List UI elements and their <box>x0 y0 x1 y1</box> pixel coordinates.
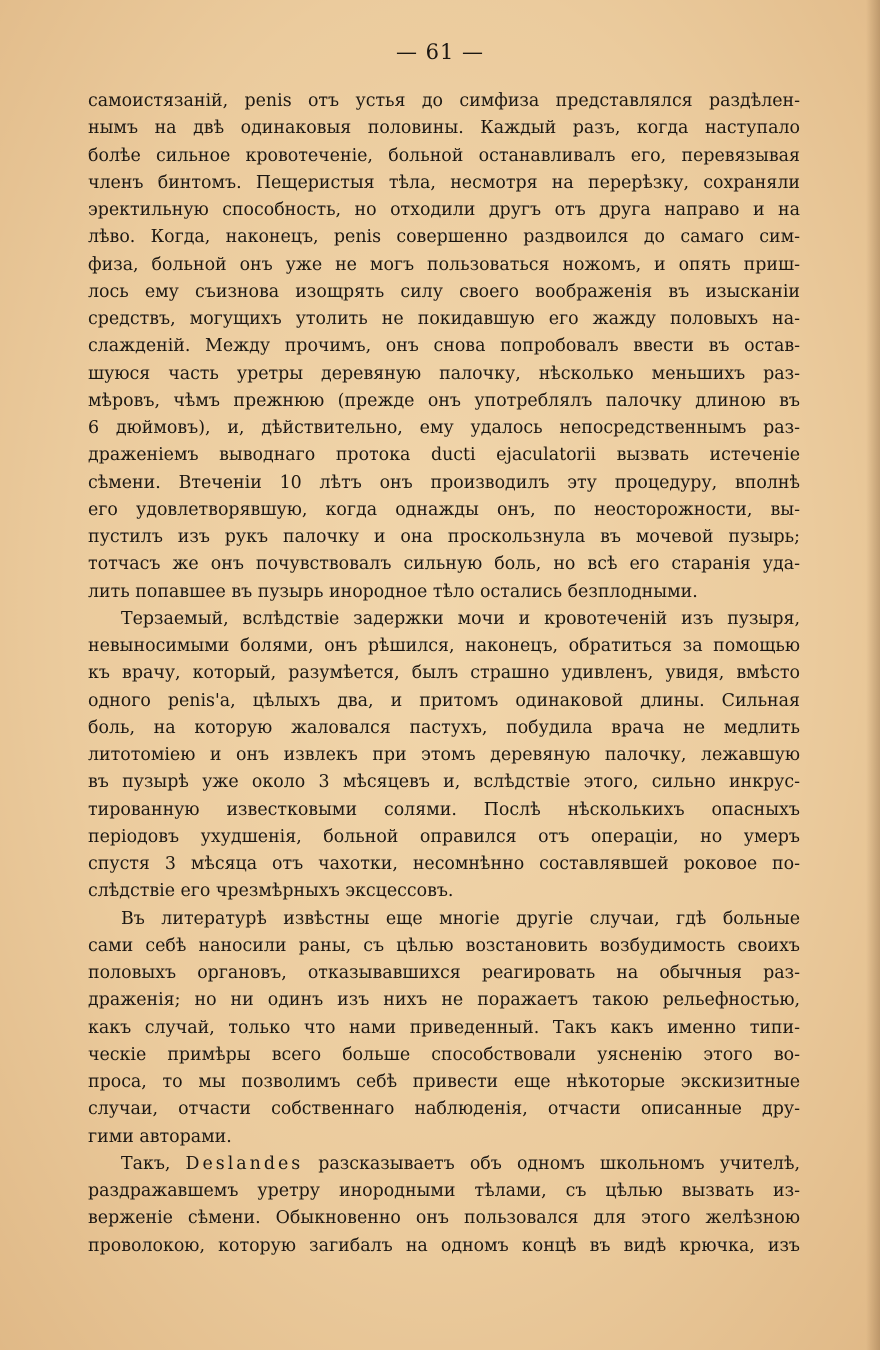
text-line: верженіе сѣмени. Обыкновенно онъ пользовался для этого желѣзною <box>88 1208 800 1229</box>
paragraph-3 <box>88 906 800 1151</box>
text-line: литотоміею и онъ извлекъ при этомъ деревяную палочку, лежавшую <box>88 745 800 765</box>
text-line: къ врачу, который, разумѣется, былъ страшно удивленъ, увидя, вмѣсто <box>88 663 800 684</box>
body-text <box>88 88 800 1260</box>
text-line: самоистязаній, penis отъ устья до симфиза представлялся раздѣлен- <box>88 91 800 111</box>
text-line: эректильную способность, но отходили другъ отъ друга направо и на <box>88 200 800 220</box>
text-line: мѣровъ, чѣмъ прежнюю (прежде онъ употреблялъ палочку длиною въ <box>88 390 800 411</box>
text-line: гими авторами. <box>88 1126 232 1147</box>
text-line: невыносимыми болями, онъ рѣшился, наконецъ, обратиться за помощью <box>88 636 800 656</box>
text-line: раздражавшемъ уретру инородными тѣлами, съ цѣлью вызвать из- <box>88 1181 800 1201</box>
text-line: Терзаемый, вслѣдствіе задержки мочи и кровотеченій изъ пузыря, <box>121 608 800 629</box>
text-line: его удовлетворявшую, когда однажды онъ, по неосторожности, вы- <box>88 499 800 520</box>
text-line: шуюся часть уретры деревяную палочку, нѣсколько меньшихъ раз- <box>88 363 800 384</box>
text-line: слажденій. Между прочимъ, онъ снова попробовалъ ввести въ остав- <box>88 336 800 357</box>
text-line: физа, больной онъ уже не могъ пользоваться ножомъ, и опять приш- <box>88 254 800 275</box>
text-line: сами себѣ наносили раны, съ цѣлью возстановить возбудимость своихъ <box>88 935 800 956</box>
text-line: Въ литературѣ извѣстны еще многіе другіе случаи, гдѣ больные <box>121 908 800 929</box>
page-number: — 61 — <box>395 40 485 64</box>
text-line: въ пузырѣ уже около 3 мѣсяцевъ и, вслѣдствіе этого, сильно инкрус- <box>88 772 800 793</box>
text-line: болѣе сильное кровотеченіе, больной останавливалъ его, перевязывая <box>88 145 800 166</box>
text-line: средствъ, могущихъ утолить не покидавшую его жажду половыхъ на- <box>88 309 800 329</box>
text-line: случаи, отчасти собственнаго наблюденія, отчасти описанные дру- <box>88 1099 800 1120</box>
text-line: одного penis'а, цѣлыхъ два, и притомъ одинаковой длины. Сильная <box>88 690 800 711</box>
text-line <box>88 1151 800 1178</box>
text-line: боль, на которую жаловался пастухъ, побудила врача не медлить <box>88 717 800 738</box>
text-line: лить попавшее въ пузырь инородное тѣло остались безплодными. <box>88 581 698 602</box>
text-line: пустилъ изъ рукъ палочку и она проскользнула въ мочевой пузырь; <box>88 527 800 547</box>
text-line: нымъ на двѣ одинаковыя половины. Каждый разъ, когда наступало <box>88 118 800 139</box>
paragraph-2 <box>88 606 800 906</box>
text-line: тированную известковыми солями. Послѣ нѣсколькихъ опасныхъ <box>88 799 800 820</box>
text-span: Такъ, <box>121 1153 186 1174</box>
text-line: 6 дюймовъ), и, дѣйствительно, ему удалось непосредственнымъ раз- <box>88 418 800 438</box>
text-line: сѣмени. Втеченіи 10 лѣтъ онъ производилъ эту процедуру, вполнѣ <box>88 472 800 493</box>
text-line: драженія; но ни одинъ изъ нихъ не поражаетъ такою рельефностью, <box>88 990 800 1011</box>
author-name: Deslandes <box>185 1153 304 1174</box>
text-line: періодовъ ухудшенія, больной оправился отъ операціи, но умеръ <box>88 826 800 847</box>
text-line: проволокою, которую загибалъ на одномъ концѣ въ видѣ крючка, изъ <box>88 1235 800 1256</box>
text-line: половыхъ органовъ, отказывавшихся реагировать на обычныя раз- <box>88 963 800 983</box>
text-line: какъ случай, только что нами приведенный. Такъ какъ именно типи- <box>88 1017 800 1038</box>
text-line: ческіе примѣры всего больше способствовали уясненію этого во- <box>88 1044 800 1065</box>
text-line: драженіемъ выводнаго протока ducti ejaculatorii вызвать истеченіе <box>88 445 800 466</box>
text-line: лѣво. Когда, наконецъ, penis совершенно раздвоился до самаго сим- <box>88 227 800 248</box>
text-line: тотчасъ же онъ почувствовалъ сильную боль, но всѣ его старанія уда- <box>88 554 800 575</box>
paragraph-4 <box>88 1151 800 1260</box>
text-line: слѣдствіе его чрезмѣрныхъ эксцессовъ. <box>88 881 454 902</box>
text-line: членъ бинтомъ. Пещеристыя тѣла, несмотря на перерѣзку, сохраняли <box>88 172 800 193</box>
text-line: проса, то мы позволимъ себѣ привести еще нѣкоторые экскизитные <box>88 1072 800 1092</box>
paragraph-1 <box>88 88 800 606</box>
text-span: разсказываетъ объ одномъ школьномъ учителѣ, <box>303 1153 800 1174</box>
page-edge-shadow <box>866 0 880 1350</box>
text-line: лось ему съизнова изощрять силу своего воображенія въ изысканіи <box>88 281 800 302</box>
text-line: спустя 3 мѣсяца отъ чахотки, несомнѣнно составлявшей роковое по- <box>88 854 800 874</box>
